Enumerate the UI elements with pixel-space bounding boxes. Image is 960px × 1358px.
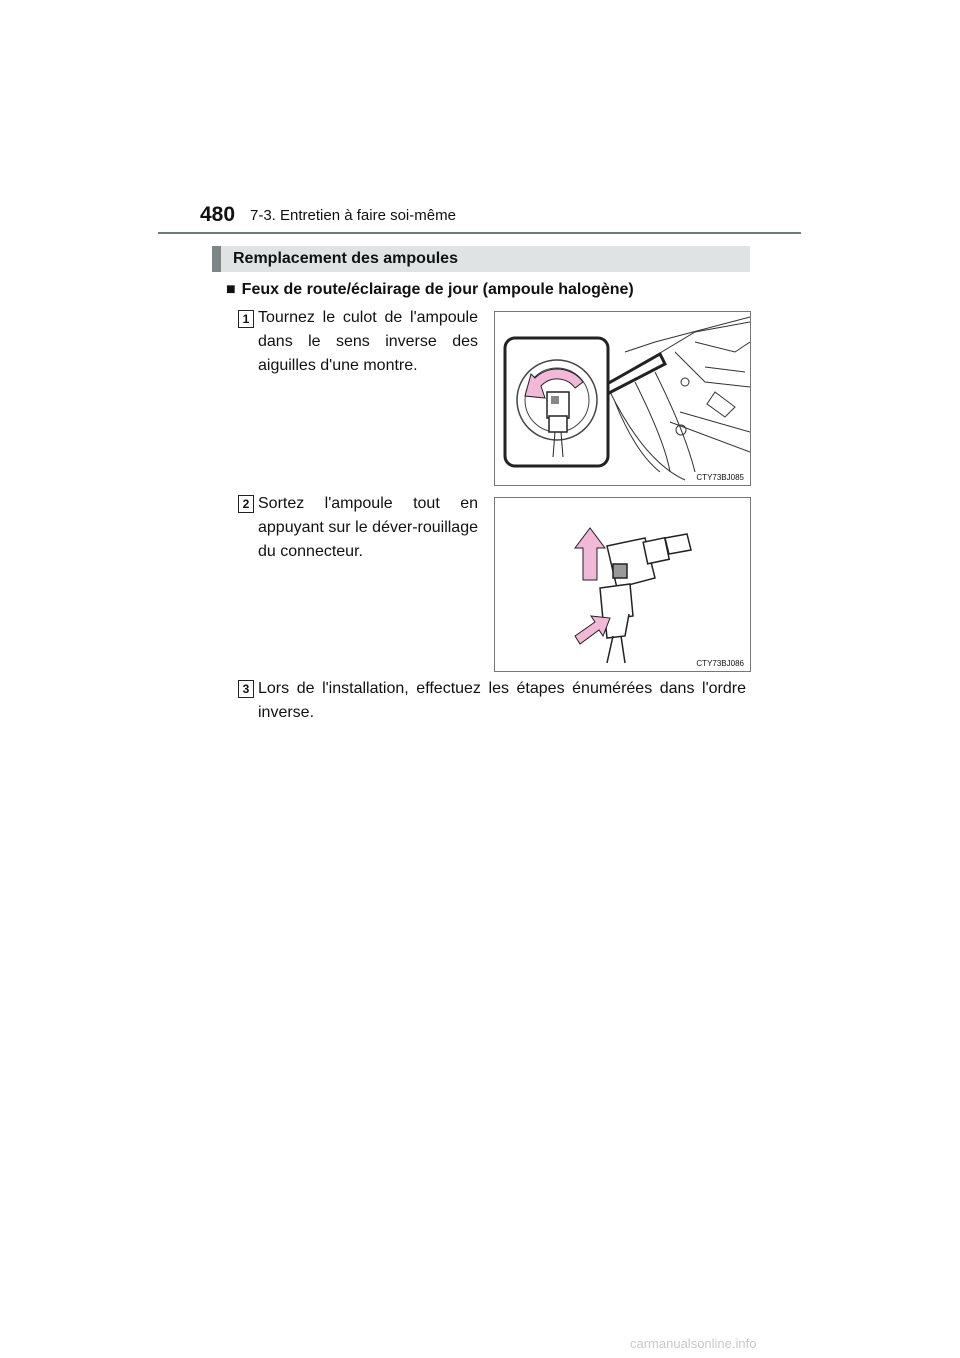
header-rule [158,232,801,234]
section-title: Remplacement des ampoules [233,250,458,267]
step-number-3: 3 [238,680,254,698]
step-text-1: Tournez le culot de l'ampoule dans le sens inverse des aiguilles d'une montre. [258,309,478,374]
figure-2 [494,497,751,672]
step-text-3: Lors de l'installation, effectuez les étapes énumérées dans l'ordre inverse. [258,680,746,721]
subheading [226,281,634,299]
section-bar [212,246,750,272]
step-number-1: 1 [238,310,254,328]
figure-code-1: CTY73BJ085 [696,473,744,482]
footer-watermark: carmanualsonline.info [630,1336,757,1351]
bullet-icon: ■ [226,281,236,298]
bulb-removal-illustration [495,498,750,671]
figure-1 [494,311,751,486]
figure-code-2: CTY73BJ086 [696,659,744,668]
page-number: 480 [200,203,236,226]
chapter-title: 7-3. Entretien à faire soi-même [250,207,456,224]
step-text-2: Sortez l'ampoule tout en appuyant sur le déver-rouillage du connecteur. [258,495,478,560]
step-number-2: 2 [238,495,254,513]
headlamp-bulb-rotation-illustration [495,312,750,485]
subheading-text: Feux de route/éclairage de jour (ampoule halogène) [241,281,634,298]
